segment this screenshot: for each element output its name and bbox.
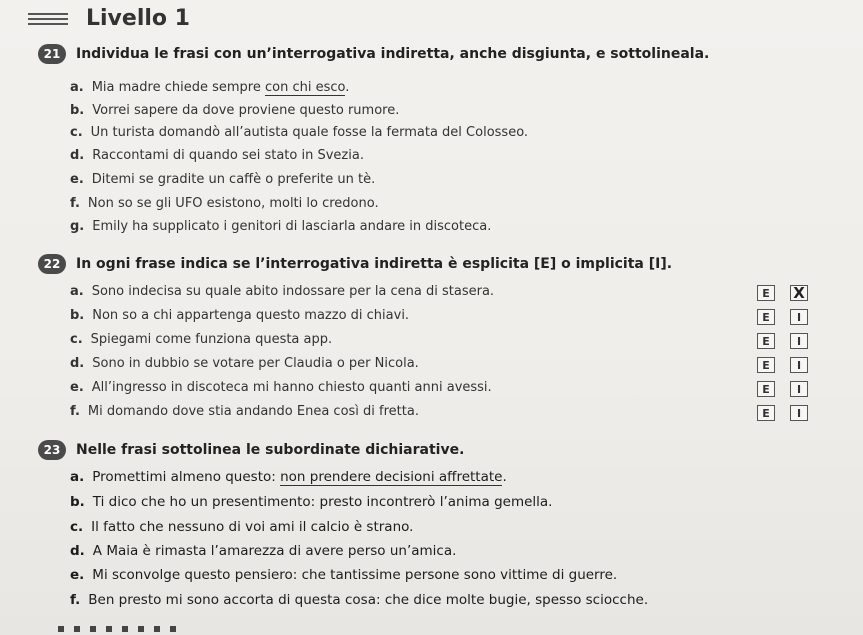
item-text: Non so se gli UFO esistono, molti lo credono. (87, 196, 379, 211)
implicit-checkbox[interactable]: I (790, 405, 808, 421)
item-text: Mia madre chiede sempre (91, 80, 265, 95)
explicit-checkbox[interactable]: E (757, 285, 775, 301)
explicit-checkbox[interactable]: E (757, 357, 775, 373)
item-text: Raccontami di quando sei stato in Svezia. (92, 148, 364, 163)
item-letter: b. (70, 103, 85, 118)
item-text: Non so a chi appartenga questo mazzo di chiavi. (92, 308, 410, 323)
exercise-22-item (70, 308, 409, 323)
item-text: Promettimi almeno questo: (92, 469, 281, 485)
item-text: A Maia è rimasta l’amarezza di avere perso un’amica. (92, 543, 457, 559)
level-header (28, 6, 190, 31)
implicit-checkbox[interactable]: I (790, 309, 808, 325)
implicit-checkbox[interactable]: I (790, 357, 808, 373)
implicit-checkbox[interactable]: I (790, 381, 808, 397)
exercise-22-item (70, 380, 492, 395)
exercise-23-item (70, 469, 507, 485)
exercise-23-item (70, 494, 552, 510)
exercise-23-item (70, 592, 648, 608)
item-text: Mi sconvolge questo pensiero: che tantissime persone sono vittime di guerre. (92, 567, 618, 583)
item-letter: e. (70, 172, 84, 187)
exercise-21-item (70, 219, 491, 234)
item-text-end: . (345, 80, 350, 95)
exercise-instruction: In ogni frase indica se l’interrogativa indiretta è esplicita [E] o implicita [I]. (76, 256, 673, 272)
exercise-22-item (70, 332, 332, 347)
item-text: Vorrei sapere da dove proviene questo rumore. (92, 103, 400, 118)
item-text: Il fatto che nessuno di voi ami il calcio è strano. (91, 519, 414, 535)
item-letter: b. (70, 308, 85, 323)
underlined-answer: non prendere decisioni affrettate (280, 469, 503, 485)
exercise-number-badge: 23 (38, 440, 66, 460)
exercise-instruction: Individua le frasi con un’interrogativa indiretta, anche disgiunta, e sottolineala. (76, 46, 710, 62)
explicit-checkbox[interactable]: E (757, 405, 775, 421)
item-letter: d. (70, 543, 85, 559)
exercise-23-item (70, 567, 617, 583)
exercise-21-item (70, 125, 528, 140)
item-letter: d. (70, 148, 85, 163)
item-letter: g. (70, 219, 85, 234)
item-letter: d. (70, 356, 85, 371)
item-text: Un turista domandò all’autista quale fosse la fermata del Colosseo. (90, 125, 529, 140)
exercise-21-item (70, 80, 349, 95)
item-text: Sono in dubbio se votare per Claudia o per Nicola. (92, 356, 419, 371)
exercise-21-item (70, 148, 364, 163)
item-text: Spiegami come funziona questa app. (90, 332, 333, 347)
explicit-checkbox[interactable]: E (757, 381, 775, 397)
exercise-21-item (70, 172, 375, 187)
item-text-end: . (502, 469, 507, 485)
item-letter: a. (70, 284, 84, 299)
exercise-23-item (70, 543, 456, 559)
item-letter: e. (70, 567, 85, 583)
exercise-21-item (70, 103, 399, 118)
implicit-checkbox[interactable]: I (790, 333, 808, 349)
exercise-22-heading (38, 254, 672, 274)
item-letter: f. (70, 404, 80, 419)
exercise-22-item (70, 404, 419, 419)
page-bottom-marks (58, 626, 178, 632)
underlined-answer: con chi esco (264, 80, 346, 95)
item-letter: f. (70, 196, 80, 211)
item-letter: a. (70, 469, 85, 485)
exercise-number-badge: 21 (38, 44, 66, 64)
item-text: Mi domando dove stia andando Enea così di fretta. (87, 404, 419, 419)
implicit-checkbox-checked[interactable]: X (790, 285, 808, 301)
item-letter: c. (70, 125, 83, 140)
exercise-23-heading (38, 440, 464, 460)
item-letter: c. (70, 519, 84, 535)
item-letter: b. (70, 494, 85, 510)
explicit-checkbox[interactable]: E (757, 333, 775, 349)
item-text: Sono indecisa su quale abito indossare per la cena di stasera. (91, 284, 495, 299)
exercise-number-badge: 22 (38, 254, 66, 274)
page-title: Livello 1 (86, 6, 190, 31)
exercise-instruction: Nelle frasi sottolinea le subordinate dichiarative. (76, 442, 465, 458)
exercise-22-item (70, 356, 419, 371)
item-letter: e. (70, 380, 84, 395)
exercise-21-heading (38, 44, 709, 64)
exercise-21-item (70, 196, 379, 211)
explicit-checkbox[interactable]: E (757, 309, 775, 325)
item-text: Ben presto mi sono accorta di questa cosa: che dice molte bugie, spesso sciocche. (88, 592, 649, 608)
item-text: Emily ha supplicato i genitori di lasciarla andare in discoteca. (92, 219, 492, 234)
item-text: Ti dico che ho un presentimento: presto incontrerò l’anima gemella. (92, 494, 553, 510)
item-letter: a. (70, 80, 84, 95)
menu-lines-icon (28, 13, 68, 25)
exercise-22-item (70, 284, 494, 299)
item-letter: f. (70, 592, 81, 608)
item-text: All’ingresso in discoteca mi hanno chiesto quanti anni avessi. (91, 380, 492, 395)
exercise-23-item (70, 519, 413, 535)
item-letter: c. (70, 332, 83, 347)
item-text: Ditemi se gradite un caffè o preferite un tè. (91, 172, 376, 187)
